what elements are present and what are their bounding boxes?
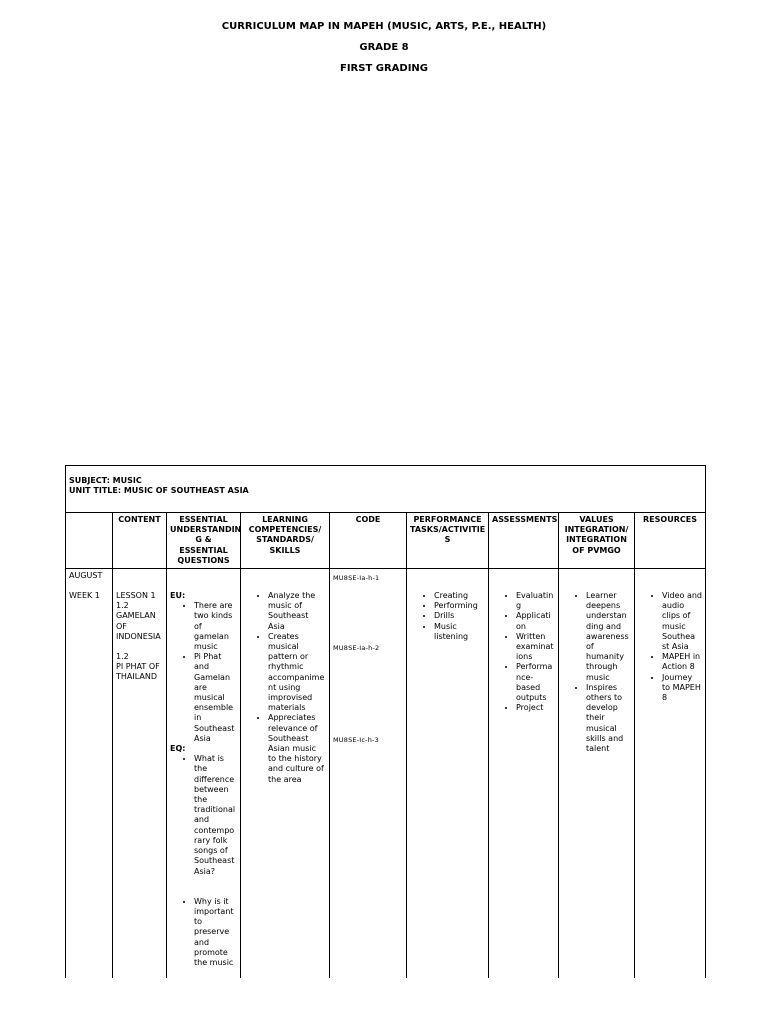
column-header-resources: RESOURCES [635, 513, 706, 569]
curriculum-map-table [65, 465, 706, 978]
column-header-competencies: LEARNING COMPETENCIES/ STANDARDS/ SKILLS [241, 513, 330, 569]
tasks-list [410, 591, 485, 642]
list-item: • Project [516, 703, 555, 713]
column-header-tasks: PERFORMANCE TASKS/ACTIVITIE S [407, 513, 489, 569]
subject-cell [66, 466, 706, 513]
grade-heading: GRADE 8 [359, 42, 409, 53]
competency-code: MU8SE-Ic-h-3 [333, 736, 379, 745]
month-label: AUGUST [69, 571, 103, 581]
column-header-values: VALUES INTEGRATION/ INTEGRATION OF PVMGO [559, 513, 635, 569]
resources-cell [635, 569, 706, 979]
column-header-row [66, 513, 706, 569]
tasks-cell [407, 569, 489, 979]
list-item: • Pi Phat and Gamelan are musical ensemble in Southeast Asia [194, 652, 237, 744]
assessments-cell [489, 569, 559, 979]
table-row [66, 569, 706, 979]
lesson-label: LESSON 1 [116, 591, 156, 601]
list-item: • Applicati on [516, 611, 555, 631]
list-item: • Journey to MAPEH 8 [662, 673, 702, 704]
column-header-code: CODE [330, 513, 407, 569]
list-item: • Evaluatin g [516, 591, 555, 611]
week-label: WEEK 1 [69, 591, 100, 601]
assessments-list [492, 591, 555, 713]
content-item-line: THAILAND [116, 672, 157, 682]
content-item-number: 1.2 [116, 652, 129, 662]
list-item: • There are two kinds of gamelan music [194, 601, 237, 652]
content-item-line: INDONESIA [116, 631, 161, 641]
list-item: • MAPEH in Action 8 [662, 652, 702, 672]
document-title: CURRICULUM MAP IN MAPEH (MUSIC, ARTS, P.E., HEALTH) [221, 21, 547, 32]
values-list [562, 591, 631, 754]
list-item: • Appreciates relevance of Southeast Asian music to the history and culture of the area [268, 713, 326, 784]
list-item: • Why is it important to preserve and promote the music [194, 897, 237, 968]
competencies-list [244, 591, 326, 785]
eq-list [170, 754, 237, 968]
column-header-assessments: ASSESSMENTS [489, 513, 559, 569]
content-item-line: OF [116, 621, 127, 631]
list-item: • Performa nce- based outputs [516, 662, 555, 703]
grading-period-heading: FIRST GRADING [339, 63, 428, 74]
eu-eq-cell [167, 569, 241, 979]
list-item: • Written examinat ions [516, 632, 555, 663]
list-item: • Drills [434, 611, 485, 621]
eu-label: EU: [170, 591, 186, 601]
content-item-line: PI PHAT OF [116, 662, 160, 672]
eq-label: EQ: [170, 744, 186, 754]
list-item: • Inspires others to develop their musical skills and talent [586, 683, 631, 754]
list-item: • Video and audio clips of music Southea st Asia [662, 591, 702, 652]
subject-label: SUBJECT: MUSIC [69, 476, 142, 485]
column-header-content: CONTENT [113, 513, 167, 569]
code-cell [330, 569, 407, 979]
column-header-eu: ESSENTIAL UNDERSTANDIN G & ESSENTIAL QUESTIONS [167, 513, 241, 569]
eu-list [170, 601, 237, 744]
content-item-number: 1.2 [116, 601, 129, 611]
content-item-line: GAMELAN [116, 611, 156, 621]
time-cell [66, 569, 113, 979]
unit-title-label: UNIT TITLE: MUSIC OF SOUTHEAST ASIA [69, 486, 249, 495]
list-item: • What is the difference between the traditional and contempo rary folk songs of Southeast Asia? [194, 754, 237, 876]
list-item: • Analyze the music of Southeast Asia [268, 591, 326, 632]
column-header [66, 513, 113, 569]
resources-list [638, 591, 702, 703]
list-item: • Learner deepens understan ding and awareness of humanity through music [586, 591, 631, 683]
document-header [0, 20, 768, 83]
list-item: • Creating [434, 591, 485, 601]
competency-code: MU8SE-Ia-h-1 [333, 574, 380, 583]
list-item: • Creates musical pattern or rhythmic accompanime nt using improvised materials [268, 632, 326, 714]
competencies-cell [241, 569, 330, 979]
content-cell [113, 569, 167, 979]
values-cell [559, 569, 635, 979]
list-item: • Music listening [434, 622, 485, 642]
competency-code: MU8SE-Ia-h-2 [333, 644, 380, 653]
list-item: • Performing [434, 601, 485, 611]
